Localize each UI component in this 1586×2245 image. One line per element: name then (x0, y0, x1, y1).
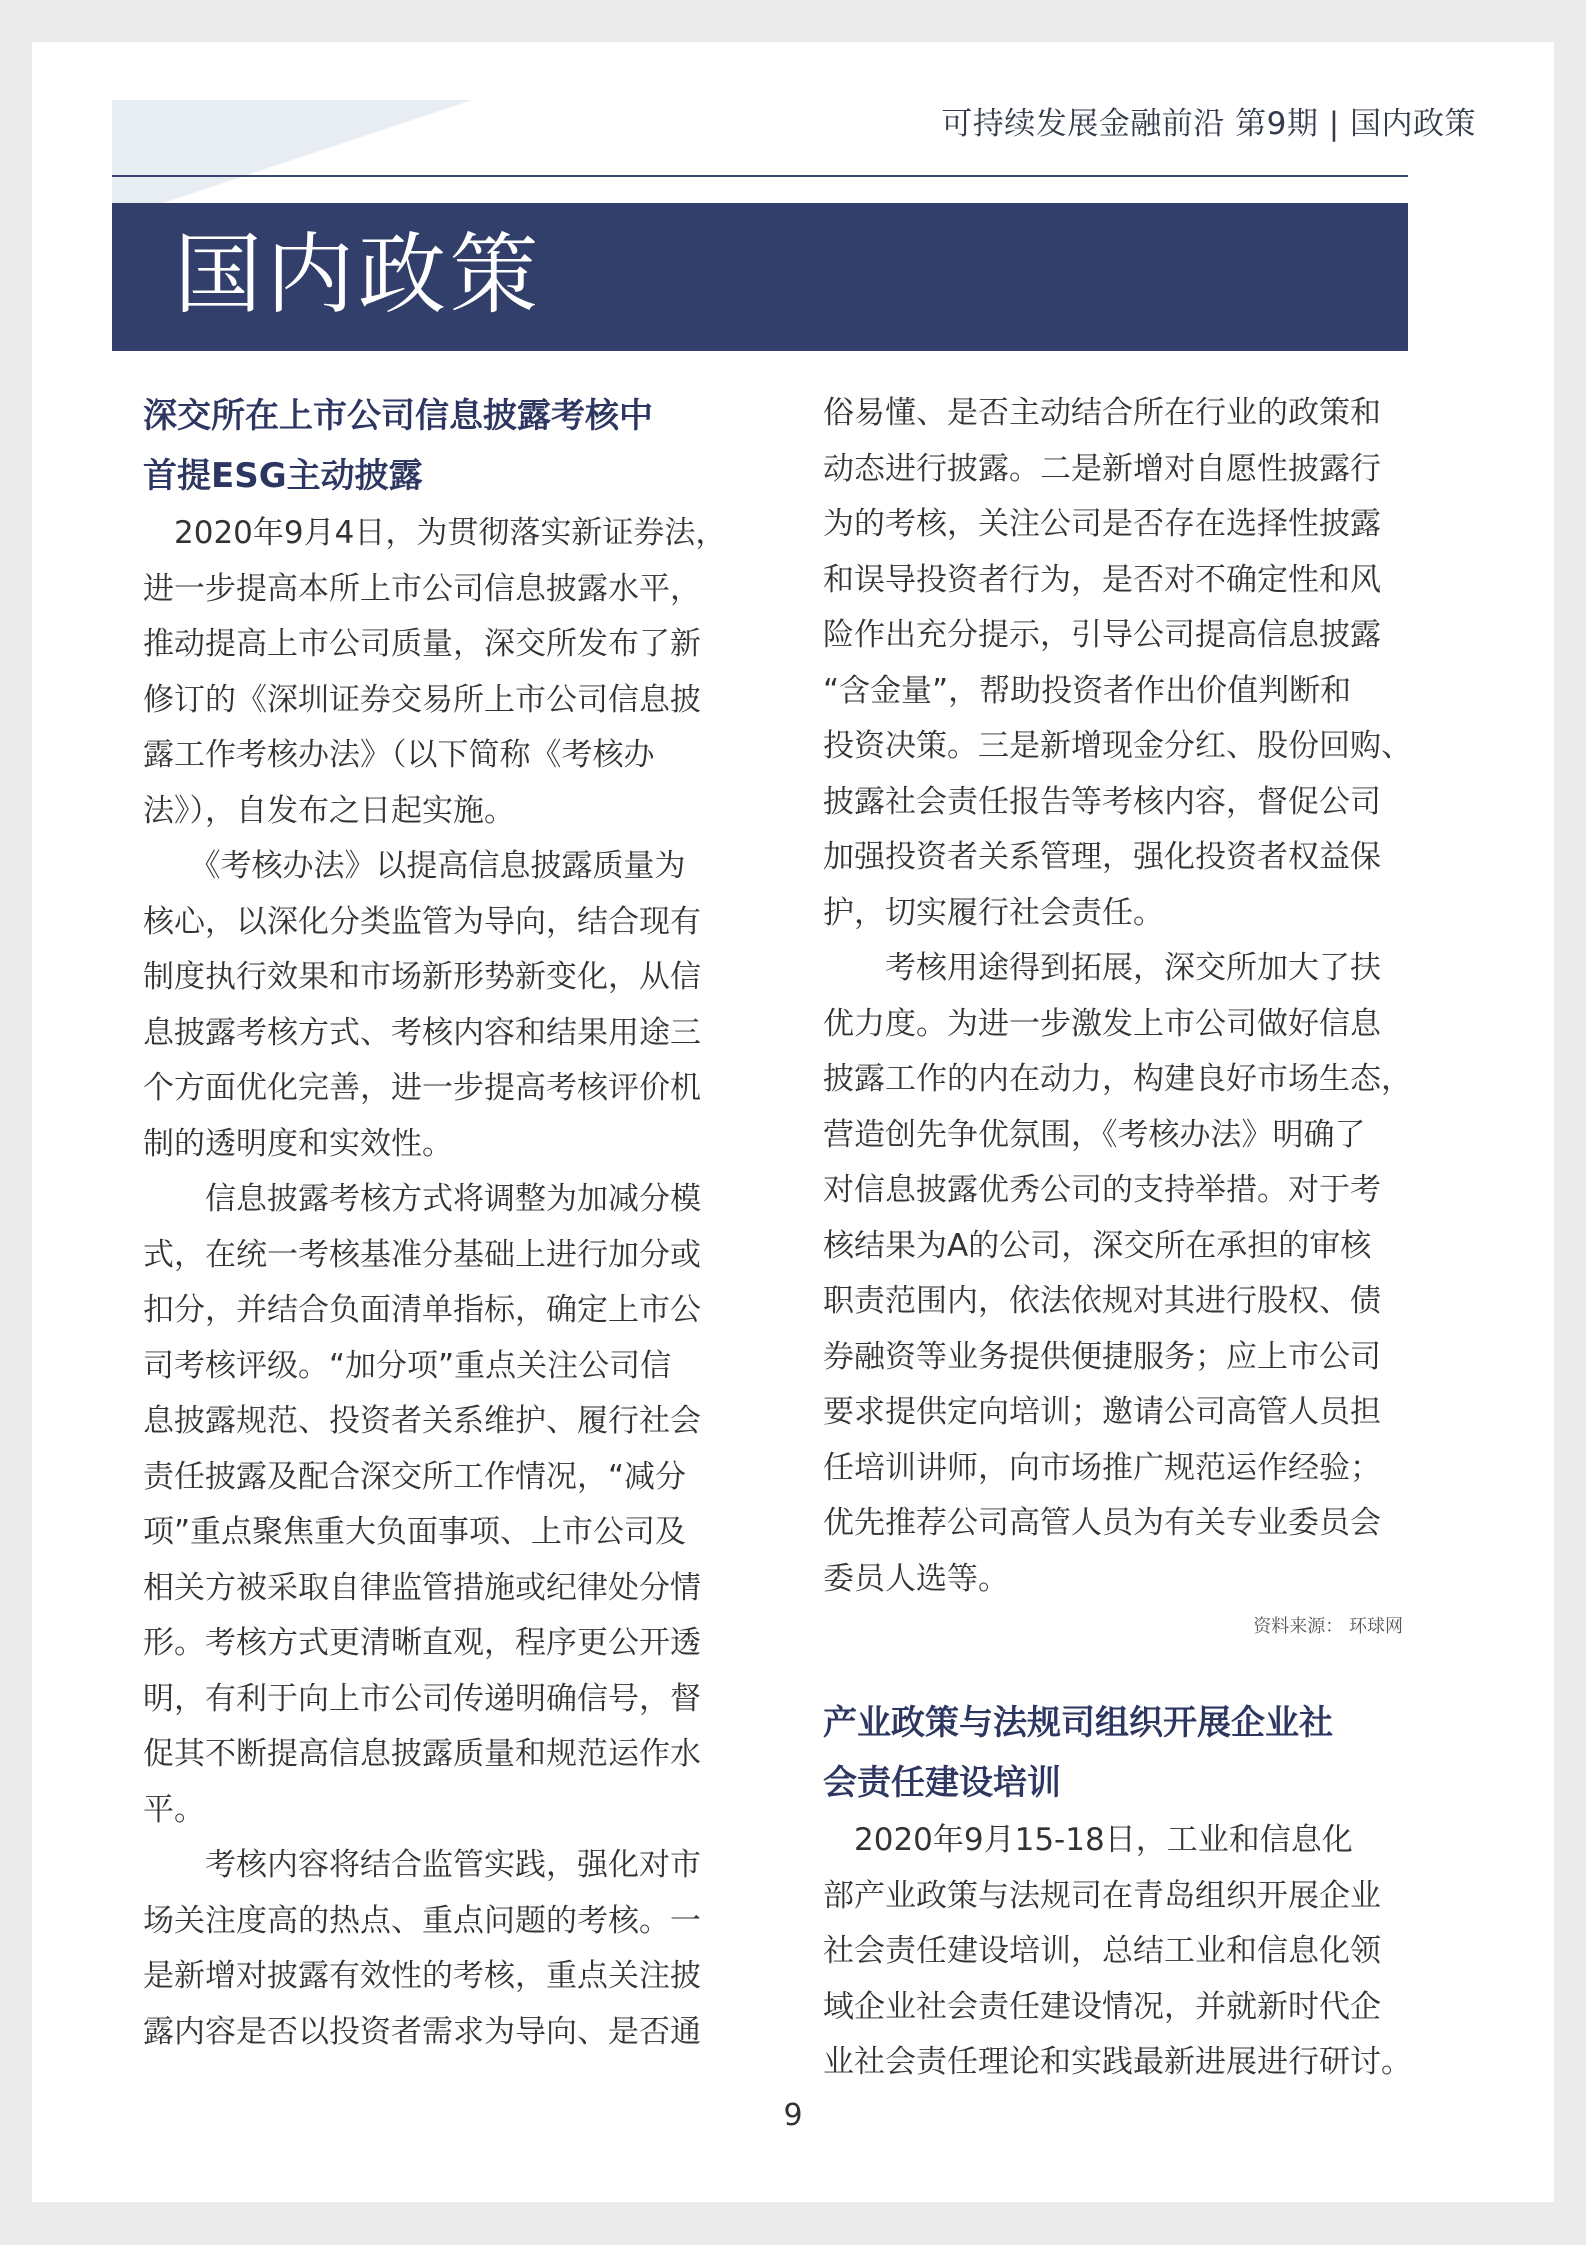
text-line: 券融资等业务提供便捷服务；应上市公司 (823, 1338, 1381, 1375)
text-line: 推动提高上市公司质量，深交所发布了新 (143, 626, 701, 662)
section-banner (112, 203, 1408, 351)
section-title: 国内政策 (174, 223, 543, 326)
text-line: 优先推荐公司高管人员为有关专业委员会 (823, 1505, 1381, 1541)
running-header: 可持续发展金融前沿 第9期 | 国内政策 (941, 106, 1476, 142)
text-line: 促其不断提高信息披露质量和规范运作水 (143, 1736, 701, 1772)
text-line: 考核内容将结合监管实践，强化对市 (143, 1847, 701, 1883)
text-line: 和误导投资者行为，是否对不确定性和风 (823, 561, 1381, 598)
article-1-body-continued (823, 386, 1412, 1607)
text-line: 披露工作的内在动力，构建良好市场生态， (823, 1061, 1412, 1097)
article-title-line: 深交所在上市公司信息披露考核中 (143, 396, 653, 436)
text-line: 加强投资者关系管理，强化投资者权益保 (823, 839, 1381, 875)
text-line: 修订的《深圳证券交易所上市公司信息披 (143, 681, 701, 718)
text-line: 要求提供定向培训；邀请公司高管人员担 (823, 1394, 1381, 1430)
text-line: 2020年9月4日，为贯彻落实新证券法， (143, 515, 727, 551)
text-line: 营造创先争优氛围，《考核办法》明确了 (823, 1116, 1366, 1153)
text-line: 平。 (143, 1791, 205, 1828)
text-line: 法》），自发布之日起实施。 (143, 792, 515, 829)
article-title-line: 会责任建设培训 (823, 1763, 1061, 1803)
text-line: 对信息披露优秀公司的支持举措。对于考 (823, 1172, 1381, 1208)
text-line: 明，有利于向上市公司传递明确信号，督 (143, 1680, 701, 1717)
text-line: 社会责任建设培训，总结工业和信息化领 (823, 1933, 1381, 1969)
text-line: 《考核办法》以提高信息披露质量为 (143, 848, 686, 884)
text-line: 护，切实履行社会责任。 (823, 894, 1164, 931)
text-line: 制度执行效果和市场新形势新变化，从信 (143, 959, 701, 995)
text-line: 优力度。为进一步激发上市公司做好信息 (823, 1005, 1381, 1042)
text-line: 相关方被采取自律监管措施或纪律处分情 (143, 1569, 701, 1606)
article-title-line: 产业政策与法规司组织开展企业社 (823, 1703, 1333, 1743)
text-line: 任培训讲师，向市场推广规范运作经验； (823, 1449, 1381, 1486)
page-number: 9 (783, 2098, 803, 2133)
article-title-line: 首提ESG主动披露 (143, 456, 423, 496)
text-line: 扣分，并结合负面清单指标，确定上市公 (143, 1292, 701, 1328)
article-2-body (823, 1813, 1412, 2091)
text-line: 个方面优化完善，进一步提高考核评价机 (143, 1070, 701, 1106)
text-line: 核心，以深化分类监管为导向，结合现有 (143, 903, 701, 940)
text-line: 露工作考核办法》（以下简称《考核办 (143, 737, 655, 773)
text-line: 职责范围内，依法依规对其进行股权、债 (823, 1283, 1381, 1319)
text-line: 披露社会责任报告等考核内容，督促公司 (823, 783, 1381, 820)
text-line: 险作出充分提示，引导公司提高信息披露 (823, 617, 1381, 653)
text-line: 考核用途得到拓展，深交所加大了扶 (823, 950, 1381, 986)
text-line: 俗易懂、是否主动结合所在行业的政策和 (823, 395, 1381, 431)
text-line: 息披露规范、投资者关系维护、履行社会 (143, 1403, 701, 1439)
text-line: 司考核评级。“加分项”重点关注公司信 (143, 1347, 672, 1384)
text-line: 域企业社会责任建设情况，并就新时代企 (823, 1988, 1381, 2025)
text-line: “含金量”，帮助投资者作出价值判断和 (823, 672, 1352, 709)
text-line: 式，在统一考核基准分基础上进行加分或 (143, 1236, 701, 1273)
text-line: 信息披露考核方式将调整为加减分模 (143, 1181, 701, 1217)
text-line: 是新增对披露有效性的考核，重点关注披 (143, 1958, 701, 1994)
article-2-title (823, 1693, 1403, 1813)
text-line: 部产业政策与法规司在青岛组织开展企业 (823, 1877, 1381, 1914)
text-line: 2020年9月15-18日，工业和信息化 (823, 1822, 1353, 1858)
text-line: 场关注度高的热点、重点问题的考核。一 (143, 1902, 701, 1939)
article-1-title (143, 386, 723, 506)
text-line: 为的考核，关注公司是否存在选择性披露 (823, 506, 1381, 542)
text-line: 露内容是否以投资者需求为导向、是否通 (143, 2013, 701, 2050)
text-line: 动态进行披露。二是新增对自愿性披露行 (823, 450, 1381, 487)
text-line: 委员人选等。 (823, 1560, 1009, 1597)
text-line: 项”重点聚焦重大负面事项、上市公司及 (143, 1514, 687, 1550)
text-line: 形。考核方式更清晰直观，程序更公开透 (143, 1625, 701, 1661)
source-credit: 资料来源： 环球网 (1253, 1616, 1403, 1637)
text-line: 业社会责任理论和实践最新进展进行研讨。 (823, 2044, 1412, 2080)
text-line: 制的透明度和实效性。 (143, 1125, 453, 1162)
left-column (143, 386, 727, 2060)
text-line: 核结果为A的公司，深交所在承担的审核 (823, 1227, 1372, 1264)
article-1-body (143, 506, 727, 2060)
text-line: 息披露考核方式、考核内容和结果用途三 (143, 1014, 701, 1051)
text-line: 投资决策。三是新增现金分红、股份回购、 (823, 728, 1412, 764)
text-line: 进一步提高本所上市公司信息披露水平， (143, 570, 701, 607)
text-line: 责任披露及配合深交所工作情况，“减分 (143, 1458, 687, 1495)
header-divider (112, 175, 1408, 177)
right-column (823, 386, 1412, 2091)
